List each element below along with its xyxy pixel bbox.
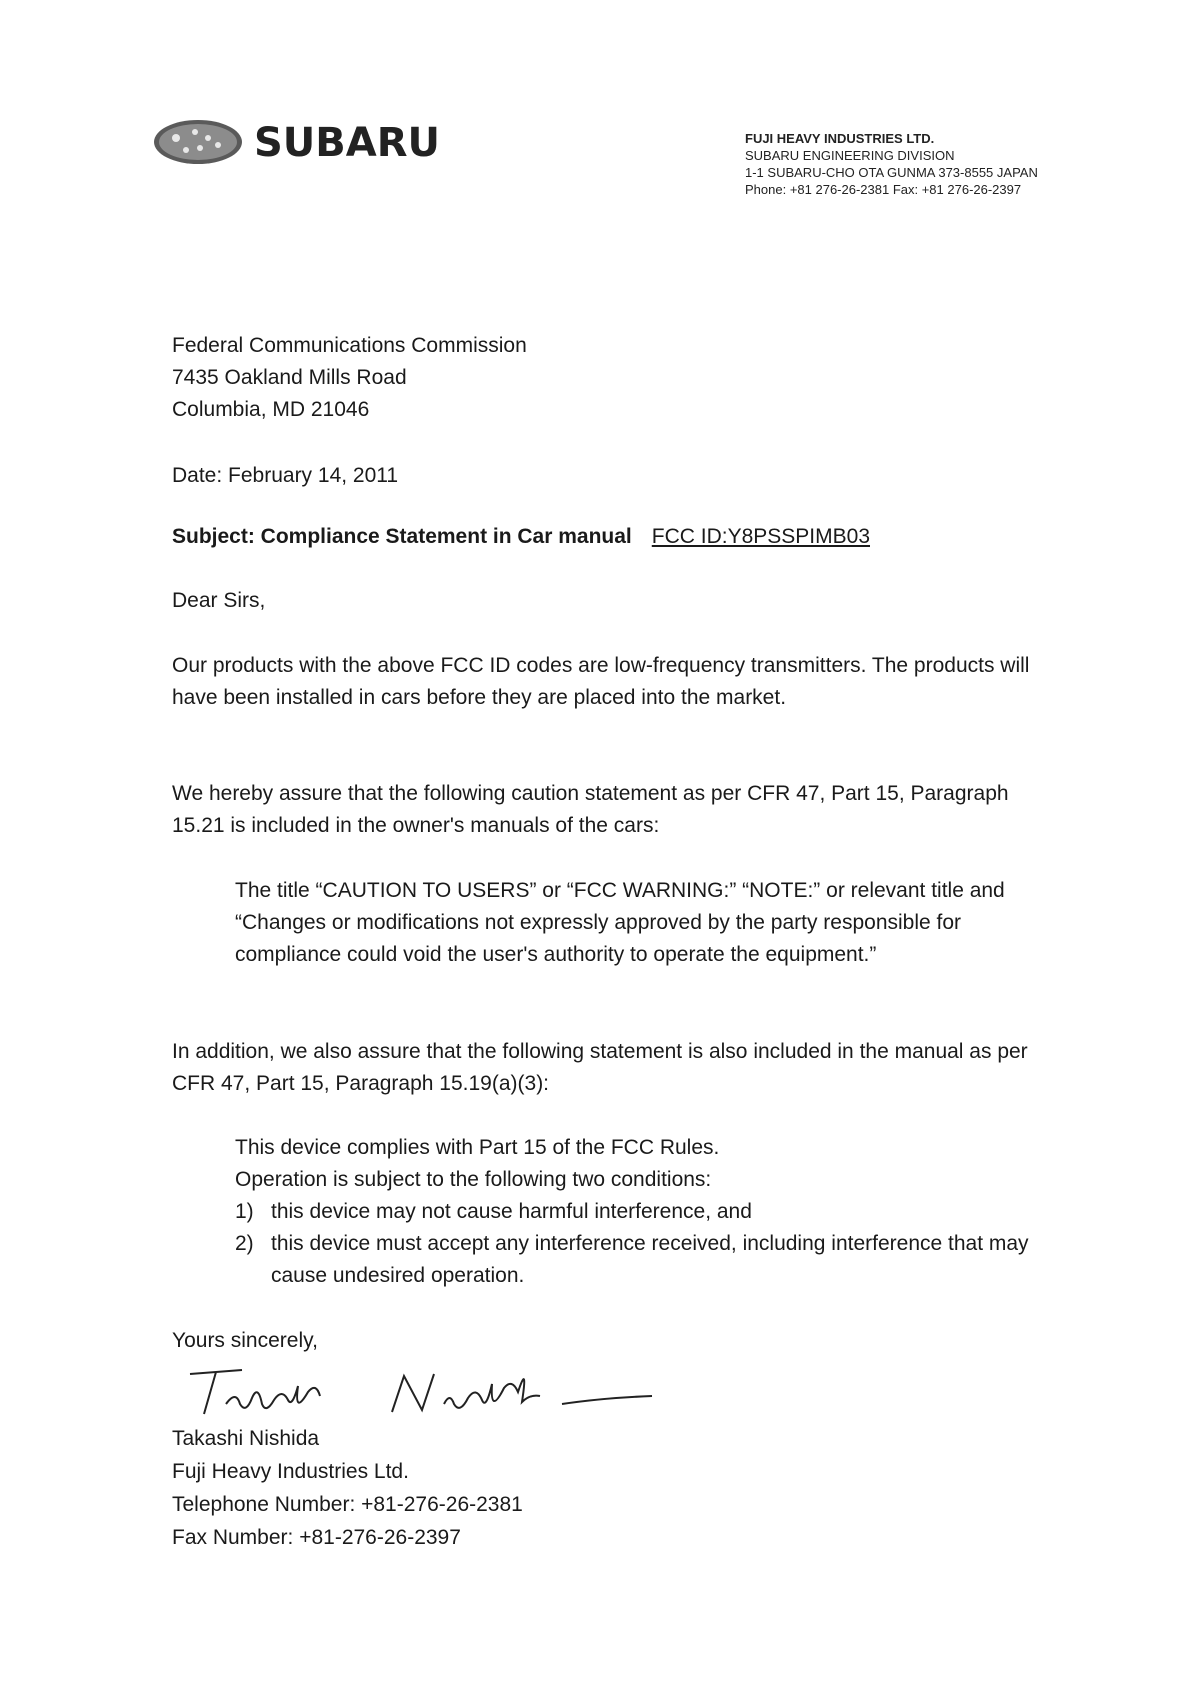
condition-number: 2) — [235, 1232, 254, 1255]
recipient-line-2: 7435 Oakland Mills Road — [172, 366, 407, 389]
signer-details — [172, 1422, 523, 1554]
recipient-line-1: Federal Communications Commission — [172, 334, 527, 357]
subject-label: Subject: Compliance Statement in Car manual — [172, 525, 632, 548]
condition-item — [235, 1196, 1055, 1228]
company-division: SUBARU ENGINEERING DIVISION — [745, 148, 955, 163]
recipient-address — [172, 330, 1052, 426]
greeting: Dear Sirs, — [172, 589, 266, 612]
paragraph-products: Our products with the above FCC ID codes are low-frequency transmitters. The products will have been installed in cars before they are placed into the market. — [172, 654, 1030, 709]
condition-number: 1) — [235, 1200, 254, 1223]
company-phone-fax: Phone: +81 276-26-2381 Fax: +81 276-26-2397 — [745, 182, 1022, 197]
fcc-compliance-statement — [235, 1132, 1055, 1292]
paragraph-additional-assurance: In addition, we also assure that the following statement is also included in the manual as per CFR 47, Part 15, Paragraph 15.19(a)(3): — [172, 1040, 1028, 1095]
letter-date: Date: February 14, 2011 — [172, 464, 399, 487]
paragraph-caution-assurance: We hereby assure that the following caution statement as per CFR 47, Part 15, Paragraph 15.21 is included in the owner's manuals of the cars: — [172, 782, 1009, 837]
signer-fax: Fax Number: +81-276-26-2397 — [172, 1526, 461, 1549]
closing: Yours sincerely, — [172, 1329, 318, 1352]
condition-text: this device may not cause harmful interference, and — [271, 1200, 752, 1223]
subaru-logo — [150, 112, 470, 182]
statement-line-2: Operation is subject to the following two conditions: — [235, 1168, 712, 1191]
fcc-id: FCC ID:Y8PSSPIMB03 — [651, 525, 870, 548]
company-address: 1-1 SUBARU-CHO OTA GUNMA 373-8555 JAPAN — [745, 165, 1038, 180]
signer-company: Fuji Heavy Industries Ltd. — [172, 1460, 409, 1483]
subaru-wordmark: SUBARU — [254, 120, 441, 166]
letterhead — [0, 0, 1191, 230]
handwritten-signature — [182, 1352, 682, 1422]
signer-telephone: Telephone Number: +81-276-26-2381 — [172, 1493, 523, 1516]
signer-name: Takashi Nishida — [172, 1427, 320, 1450]
recipient-line-3: Columbia, MD 21046 — [172, 398, 370, 421]
statement-line-1: This device complies with Part 15 of the FCC Rules. — [235, 1136, 720, 1159]
subject-line — [172, 521, 1052, 553]
condition-text: this device must accept any interference received, including interference that may cause undesired operation. — [271, 1232, 1029, 1287]
company-address-block — [745, 130, 1038, 198]
condition-item — [235, 1228, 1055, 1292]
company-name: FUJI HEAVY INDUSTRIES LTD. — [745, 131, 935, 146]
caution-statement-quote: The title “CAUTION TO USERS” or “FCC WARNING:” “NOTE:” or relevant title and “Changes or modifications not expressly approved by the party responsible for compliance could void the user's authority to operate the equipment.” — [235, 879, 1005, 966]
